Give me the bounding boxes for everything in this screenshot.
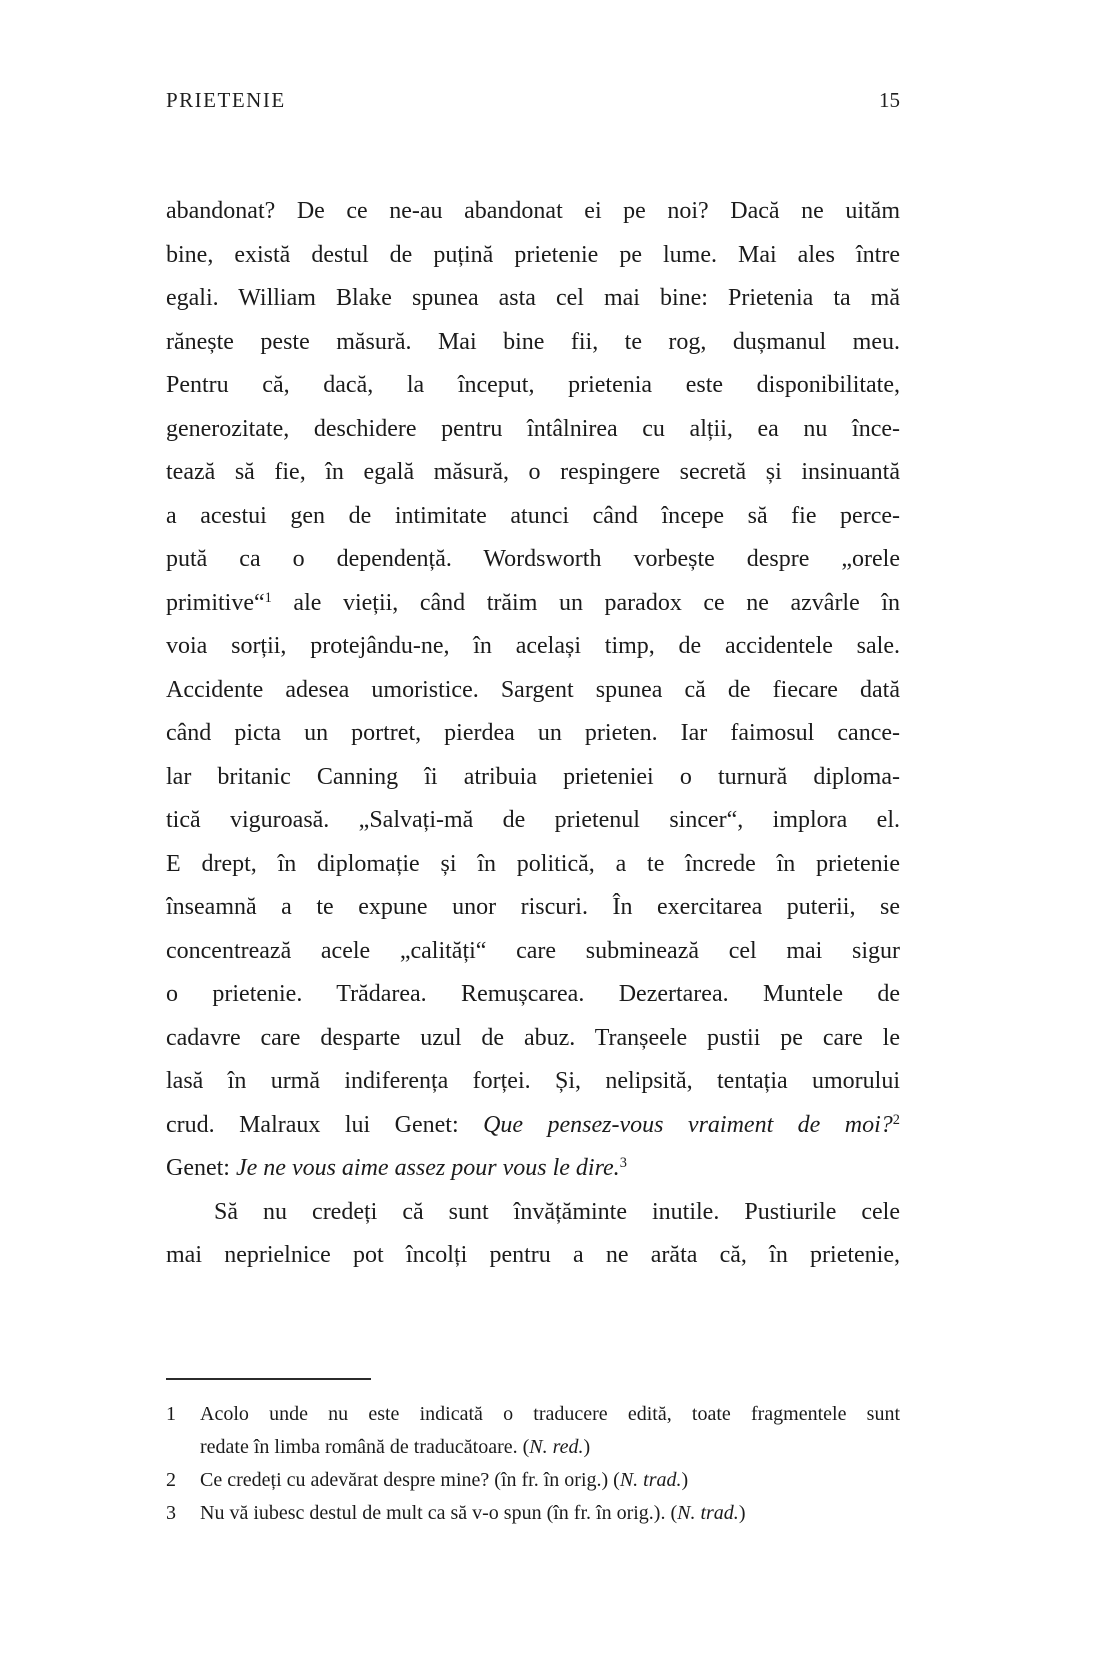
- chapter-title: PRIETENIE: [166, 88, 286, 112]
- text-line: Accidente adesea umoristice. Sargent spunea că de fiecare dată: [166, 676, 900, 703]
- text-line: înseamnă a te expune unor riscuri. În exercitarea puterii, se: [166, 894, 900, 920]
- footnote-number: [166, 1431, 200, 1464]
- text-line: Pentru că, dacă, la început, prietenia este disponibilitate,: [166, 372, 900, 398]
- text-line: voia sorții, protejându-ne, în același timp, de accidentele sale.: [166, 633, 900, 659]
- text-line: tează să fie, în egală măsură, o respingere secretă și insinuantă: [166, 459, 900, 485]
- text-line: rănește peste măsură. Mai bine fii, te rog, dușmanul meu.: [166, 328, 900, 355]
- footnote-text: Nu vă iubesc destul de mult ca să v-o spun (în fr. în orig.). (N. trad.): [200, 1502, 746, 1524]
- footnote-line: [166, 1431, 900, 1464]
- footnote-number: 1: [166, 1403, 176, 1425]
- footnote-text: Acolo unde nu este indicată o traducere edită, toate fragmentele sunt: [200, 1403, 900, 1425]
- text-line: lasă în urmă indiferența forței. Și, nelipsită, tentația umorului: [166, 1068, 900, 1094]
- running-header: [166, 88, 900, 113]
- text-line: concentrează acele „calități“ care subminează cel mai sigur: [166, 937, 900, 964]
- text-line: pută ca o dependență. Wordsworth vorbește despre „orele: [166, 546, 900, 572]
- footnote-line: [166, 1497, 900, 1530]
- footnotes: [166, 1398, 900, 1530]
- text-line: Să nu credeți că sunt învățăminte inutile. Pustiurile cele: [214, 1198, 900, 1225]
- footnote-number: 2: [166, 1469, 176, 1491]
- footnote-number: 3: [166, 1502, 176, 1524]
- body-text: [166, 190, 900, 1278]
- text-line: a acestui gen de intimitate atunci când începe să fie perce-: [166, 502, 900, 529]
- page-number: 15: [879, 88, 900, 112]
- text-line: lar britanic Canning îi atribuia prieteniei o turnură diploma-: [166, 763, 900, 790]
- text-line: cadavre care desparte uzul de abuz. Tranșeele pustii pe care le: [166, 1024, 900, 1051]
- footnote-divider: [166, 1378, 371, 1380]
- text-line: generozitate, deschidere pentru întâlnirea cu alții, ea nu înce-: [166, 415, 900, 442]
- text-line: tică viguroasă. „Salvați-mă de prietenul sincer“, implora el.: [166, 807, 900, 833]
- text-line: când picta un portret, pierdea un prieten. Iar faimosul cance-: [166, 720, 900, 746]
- footnote-text: Ce credeți cu adevărat despre mine? (în fr. în orig.) (N. trad.): [200, 1469, 689, 1491]
- text-line: bine, există destul de puțină prietenie pe lume. Mai ales între: [166, 241, 900, 268]
- text-line: primitive“$^1$ ale vieții, când trăim un paradox ce ne azvârle în: [166, 589, 900, 616]
- text-line: E drept, în diplomație și în politică, a te încrede în prietenie: [166, 850, 900, 877]
- text-line: egali. William Blake spunea asta cel mai bine: Prietenia ta mă: [166, 285, 900, 311]
- footnote-text: redate în limba română de traducătoare. (N. red.): [200, 1436, 591, 1458]
- text-line: mai neprielnice pot încolți pentru a ne arăta că, în prietenie,: [166, 1242, 900, 1268]
- text-line: abandonat? De ce ne-au abandonat ei pe noi? Dacă ne uităm: [166, 198, 900, 224]
- text-line: Genet: Je ne vous aime assez pour vous le dire.$^3$: [166, 1155, 627, 1181]
- footnote-line: [166, 1398, 900, 1431]
- text-line: o prietenie. Trădarea. Remușcarea. Dezertarea. Muntele de: [166, 981, 900, 1007]
- footnote-line: [166, 1464, 900, 1497]
- text-line: crud. Malraux lui Genet: Que pensez-vous vraiment de moi?$^2$: [166, 1111, 900, 1138]
